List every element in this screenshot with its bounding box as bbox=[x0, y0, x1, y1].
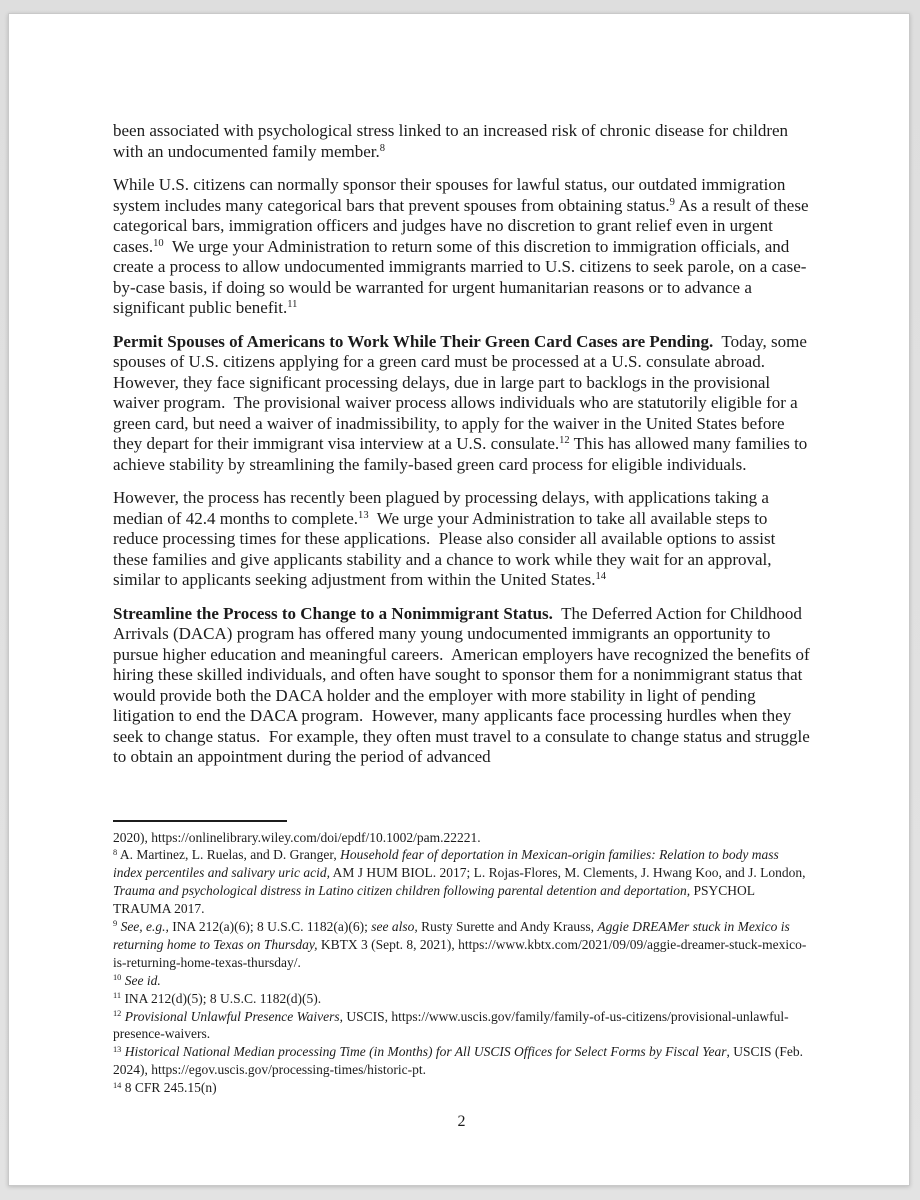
footnote-reference: 8 bbox=[379, 142, 386, 154]
text-run: Rusty Surette and Andy Krauss, bbox=[417, 919, 598, 935]
text-run: , USCIS (Feb. 2024), https://egov.uscis.gov/processing-times/historic-pt. bbox=[113, 1044, 803, 1078]
footnote bbox=[113, 1043, 810, 1079]
footnote-reference: 13 bbox=[113, 1044, 122, 1054]
text-run: Aggie DREAMer stuck in Mexico is returning home to Texas on Thursday, bbox=[113, 919, 790, 952]
footnote-reference: 14 bbox=[595, 571, 607, 583]
text-run: Household fear of deportation in Mexican-origin families: Relation to body mass index percentiles and salivary uric acid, bbox=[113, 847, 779, 881]
text-run: This has allowed many families to achieve stability by streamlining the family-based green card process for eligible individuals. bbox=[113, 434, 808, 474]
footnote bbox=[113, 918, 810, 972]
text-run: We urge your Administration to take all available steps to reduce processing times for these applications. Please also consider all available options to assist these families and give applicants stability and a chance to work while they wait for an approval, similar to applicants seeking adjustment from within the United States. bbox=[113, 508, 776, 589]
text-run: see also, bbox=[371, 919, 418, 935]
footnote bbox=[113, 846, 810, 918]
text-run: Permit Spouses of Americans to Work While Their Green Card Cases are Pending. bbox=[113, 331, 714, 351]
document-body bbox=[113, 121, 810, 768]
text-run: Provisional Unlawful Presence Waivers bbox=[124, 1008, 340, 1024]
footnote-reference: 12 bbox=[559, 435, 570, 447]
text-run: KBTX 3 (Sept. 8, 2021), https://www.kbtx.com/2021/09/09/aggie-dreamer-stuck-mexico-is-returning-home-texas-thursday/. bbox=[113, 936, 807, 970]
text-run: We urge your Administration to return some of this discretion to immigration officials, and create a process to allow undocumented immigrants married to U.S. citizens to seek parole, on a case-by-case basis, if doing so would be warranted for urgent humanitarian reasons or to advance a significant public benefit. bbox=[113, 236, 807, 317]
text-run: been associated with psychological stress linked to an increased risk of chronic disease for children with an undocumented family member. bbox=[113, 121, 789, 161]
text-run: While U.S. citizens can normally sponsor their spouses for lawful status, our outdated immigration system includes many categorical bars that prevent spouses from obtaining status. bbox=[113, 175, 786, 215]
footnote-separator bbox=[113, 820, 287, 822]
paragraph bbox=[113, 121, 810, 162]
footnote bbox=[113, 1008, 810, 1044]
footnote-reference: 14 bbox=[113, 1080, 122, 1090]
footnote-reference: 10 bbox=[113, 973, 122, 983]
paragraph bbox=[113, 175, 810, 319]
footnote-reference: 8 bbox=[113, 847, 118, 857]
text-run: 2020), https://onlinelibrary.wiley.com/doi/epdf/10.1002/pam.22221. bbox=[113, 829, 481, 845]
text-run: 8 CFR 245.15(n) bbox=[121, 1080, 217, 1096]
text-run: PSYCHOL TRAUMA 2017. bbox=[113, 883, 755, 917]
text-run: Streamline the Process to Change to a Nonimmigrant Status. bbox=[113, 603, 553, 623]
footnote bbox=[113, 1079, 810, 1097]
paragraph bbox=[113, 488, 810, 591]
footnotes-section bbox=[113, 820, 810, 1132]
text-run: AM J HUM BIOL. 2017; L. Rojas-Flores, M. Clements, J. Hwang Koo, and J. London, bbox=[329, 865, 806, 881]
footnote-reference: 10 bbox=[153, 237, 164, 249]
footnote bbox=[113, 990, 810, 1008]
text-run: , USCIS, https://www.uscis.gov/family/family-of-us-citizens/provisional-unlawful-presence-waivers. bbox=[113, 1008, 789, 1042]
text-run: Historical National Median processing Time (in Months) for All USCIS Offices for Select Forms by Fiscal Year bbox=[124, 1044, 727, 1060]
text-run: However, the process has recently been plagued by processing delays, with applications taking a median of 42.4 months to complete. bbox=[113, 488, 769, 528]
text-run: The Deferred Action for Childhood Arrivals (DACA) program has offered many young undocumented immigrants an opportunity to pursue higher education and meaningful careers. American employers have recognized the benefits of hiring these skilled individuals, and often have sought to sponsor them for a nonimmigrant status that would provide both the DACA holder and the employer with more stability in light of pending litigation to end the DACA program. However, many applicants face processing hurdles when they seek to change status. For example, they often must travel to a consulate to change status and struggle to obtain an appointment during the period of advanced bbox=[113, 603, 810, 766]
paragraph bbox=[113, 604, 810, 768]
footnote-reference: 9 bbox=[113, 919, 118, 929]
footnotes-list bbox=[113, 829, 810, 1098]
document-page bbox=[8, 13, 910, 1186]
footnote bbox=[113, 972, 810, 990]
text-run: INA 212(a)(6); 8 U.S.C. 1182(a)(6); bbox=[168, 919, 372, 935]
text-run: See id. bbox=[124, 972, 161, 988]
footnote bbox=[113, 829, 810, 847]
page-content bbox=[9, 14, 909, 1185]
footnote-reference: 11 bbox=[287, 299, 298, 311]
text-run: As a result of these categorical bars, immigration officers and judges have no discretion to grant relief even in urgent cases. bbox=[113, 195, 809, 256]
footnote-reference: 11 bbox=[113, 991, 122, 1001]
footnote-reference: 12 bbox=[113, 1008, 122, 1018]
footnote-reference: 13 bbox=[358, 509, 369, 521]
footnote-reference: 9 bbox=[669, 196, 675, 208]
text-run: A. Martinez, L. Ruelas, and D. Granger, bbox=[117, 847, 341, 863]
text-run: Today, some spouses of U.S. citizens applying for a green card must be processed at a U.S. consulate abroad. However, they face significant processing delays, due in large part to backlogs in the provisional waiver program. The provisional waiver process allows individuals who are statutorily eligible for a green card, but need a waiver of inadmissibility, to apply for the waiver in the United States before they depart for their immigrant visa interview at a U.S. consulate. bbox=[113, 331, 807, 453]
text-run: Trauma and psychological distress in Latino citizen children following parental detention and deportation, bbox=[113, 883, 691, 899]
page-number: 2 bbox=[457, 1113, 466, 1131]
text-run: INA 212(d)(5); 8 U.S.C. 1182(d)(5). bbox=[121, 990, 322, 1006]
paragraph bbox=[113, 332, 810, 476]
text-run: See, e.g., bbox=[120, 919, 169, 935]
